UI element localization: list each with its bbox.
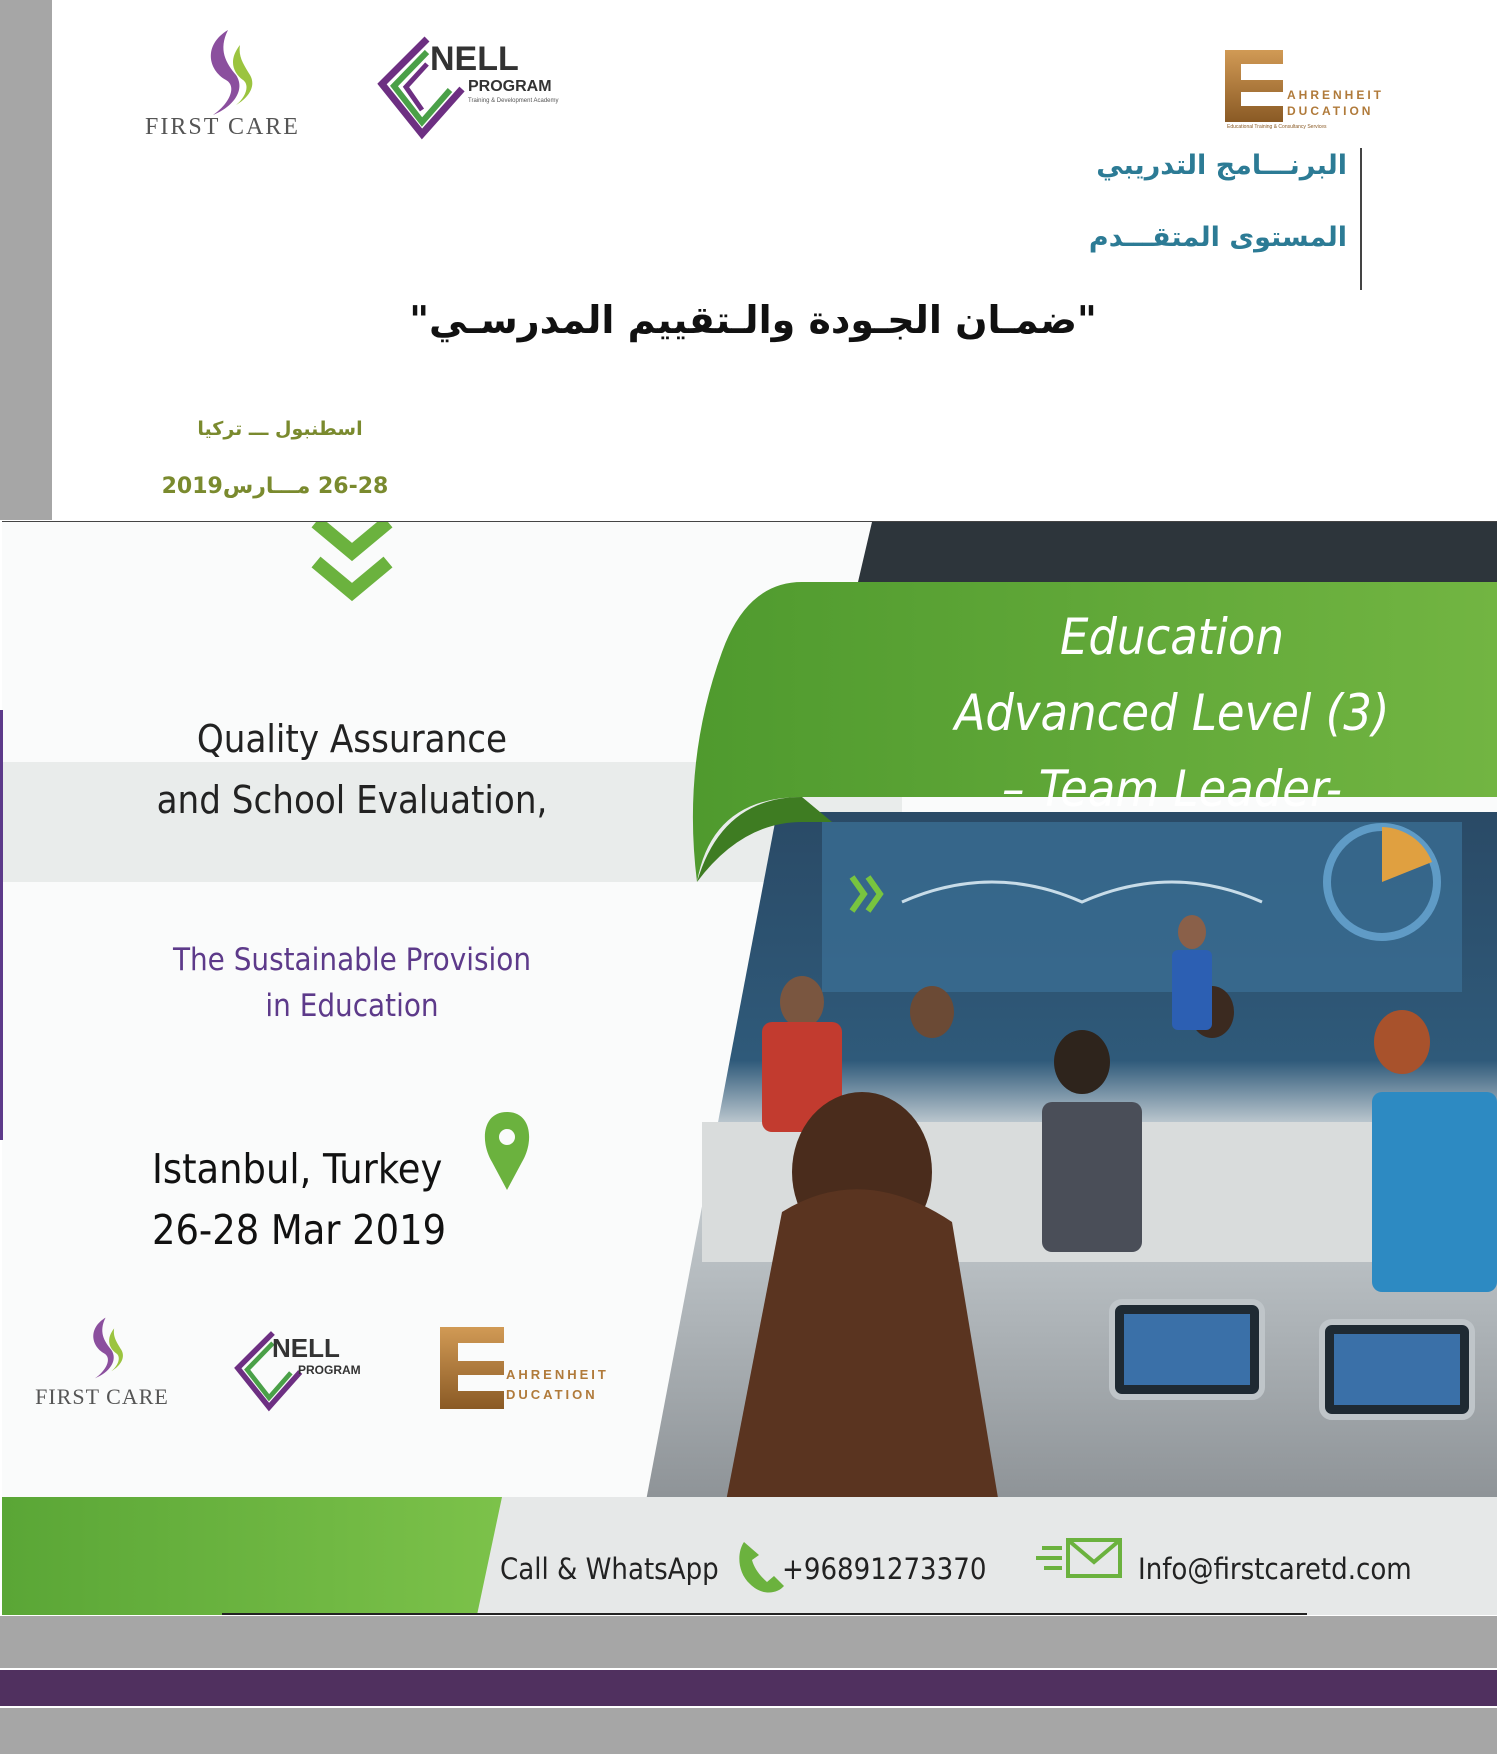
ribbon-line3: – Team Leader- bbox=[1002, 760, 1342, 818]
flyer-location-line: Istanbul, Turkey bbox=[152, 1145, 443, 1193]
level-label: المستوى المتقـــدم bbox=[1088, 222, 1347, 253]
program-label: البرنـــامج التدريبي bbox=[1096, 150, 1347, 181]
dark-corner-panel bbox=[858, 522, 1497, 582]
flyer-heading-line2: and School Evaluation, bbox=[156, 778, 548, 822]
event-date: 26-28 مـــارس2019 bbox=[161, 474, 389, 499]
footer-gray-band-bottom bbox=[0, 1708, 1497, 1754]
fe-monogram-icon bbox=[440, 1327, 504, 1409]
footer-gray-band bbox=[0, 1616, 1497, 1668]
nell-program-label: PROGRAM bbox=[468, 78, 552, 95]
student-head bbox=[910, 986, 954, 1038]
teacher-shirt bbox=[1172, 950, 1212, 1030]
ribbon-line2: Advanced Level (3) bbox=[954, 684, 1390, 742]
fe-wordmark-bottom: DUCATION bbox=[506, 1387, 598, 1402]
header-divider bbox=[1360, 148, 1362, 290]
flyer-date-line: 26-28 Mar 2019 bbox=[152, 1206, 447, 1254]
student-head bbox=[1374, 1010, 1430, 1074]
first-care-emblem-icon bbox=[77, 1312, 127, 1384]
nell-tagline: Training & Development Academy bbox=[468, 98, 559, 104]
footer-purple-band bbox=[0, 1670, 1497, 1706]
left-gray-bar bbox=[0, 0, 52, 520]
first-care-wordmark: FIRST CARE bbox=[145, 114, 300, 140]
footer-rule bbox=[222, 1613, 1307, 1615]
tablet-screen bbox=[1124, 1314, 1250, 1385]
student-blue-top bbox=[1372, 1092, 1497, 1292]
fe-wordmark-bottom: DUCATION bbox=[1287, 104, 1374, 118]
first-care-wordmark: FIRST CARE bbox=[35, 1384, 169, 1409]
event-flyer bbox=[2, 521, 1497, 1615]
flyer-first-care-logo bbox=[22, 1312, 182, 1442]
first-care-emblem-icon bbox=[188, 25, 258, 120]
phone-number[interactable]: +96891273370 bbox=[782, 1552, 987, 1586]
fe-wordmark-top: AHRENHEIT bbox=[1287, 88, 1385, 102]
flyer-heading-line1: Quality Assurance bbox=[196, 717, 508, 761]
event-location: اسطنبول ـــ تركيا bbox=[197, 418, 363, 440]
first-care-logo bbox=[100, 25, 345, 143]
email-address[interactable]: Info@firstcaretd.com bbox=[1138, 1552, 1412, 1586]
flyer-nell-logo bbox=[230, 1327, 400, 1427]
contact-label: Call & WhatsApp bbox=[500, 1552, 719, 1586]
tablet-screen bbox=[1334, 1334, 1460, 1405]
fe-monogram-icon bbox=[1225, 50, 1283, 122]
ribbon-line1: Education bbox=[1060, 608, 1284, 666]
left-purple-edge bbox=[0, 710, 3, 1140]
flyer-fahrenheit-logo bbox=[440, 1327, 640, 1427]
flyer-subheading-line1: The Sustainable Provision bbox=[172, 942, 532, 978]
fe-tagline: Educational Training & Consultancy Services bbox=[1227, 124, 1327, 130]
fe-wordmark-top: AHRENHEIT bbox=[506, 1367, 609, 1382]
student-head bbox=[1054, 1030, 1110, 1094]
nell-program-label: PROGRAM bbox=[298, 1363, 361, 1377]
digital-board bbox=[822, 822, 1462, 992]
page-title: "ضمـان الجـودة والـتقييم المدرسـي" bbox=[409, 298, 1097, 342]
nell-wordmark: NELL bbox=[430, 40, 519, 78]
nell-program-logo bbox=[372, 34, 607, 144]
footer-green-wedge bbox=[2, 1497, 502, 1615]
nell-wordmark: NELL bbox=[272, 1333, 340, 1363]
fahrenheit-education-logo bbox=[1225, 50, 1425, 130]
flyer-subheading-line2: in Education bbox=[265, 988, 439, 1024]
student-head bbox=[780, 976, 824, 1028]
student-gray-top bbox=[1042, 1102, 1142, 1252]
teacher-head bbox=[1178, 915, 1206, 949]
